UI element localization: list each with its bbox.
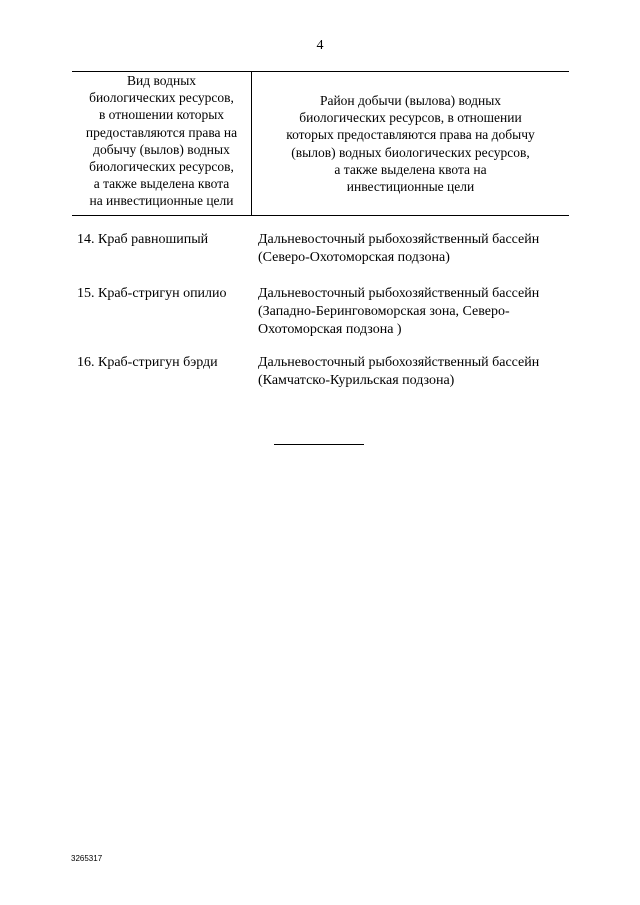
region-line: (Северо-Охотоморская подзона) xyxy=(258,250,450,265)
header-species-line: биологических ресурсов, xyxy=(89,90,234,106)
region-line: Дальневосточный рыбохозяйственный бассейн xyxy=(258,355,540,370)
header-region-line: которых предоставляются права на добычу xyxy=(286,127,535,143)
header-species-column xyxy=(72,72,251,210)
header-species-line: а также выделена квота xyxy=(93,176,230,192)
region-line: (Западно-Беринговоморская зона, Северо- xyxy=(258,304,510,319)
header-region-column xyxy=(252,92,569,195)
region-cell xyxy=(258,285,569,339)
region-line: Дальневосточный рыбохозяйственный бассейн xyxy=(258,286,540,301)
header-species-line: Вид водных xyxy=(126,73,197,88)
header-region-line: а также выделена квота на xyxy=(334,161,487,177)
region-line: Охотоморская подзона ) xyxy=(258,322,402,337)
species-cell: 16. Краб-стригун бэрди xyxy=(77,355,218,370)
species-cell: 15. Краб-стригун опилио xyxy=(77,286,227,301)
header-species-line: в отношении которых xyxy=(98,107,225,123)
header-region-line: Район добычи (вылова) водных xyxy=(319,93,502,108)
region-line: Дальневосточный рыбохозяйственный бассейн xyxy=(258,232,540,247)
page-number: 4 xyxy=(316,38,324,53)
header-region-line: инвестиционные цели xyxy=(346,179,475,195)
species-cell: 14. Краб равношипый xyxy=(77,232,209,247)
header-region-line: (вылов) водных биологических ресурсов, xyxy=(291,144,530,160)
region-cell xyxy=(258,231,569,267)
header-species-line: добычу (вылов) водных xyxy=(93,141,230,157)
region-line: (Камчатско-Курильская подзона) xyxy=(258,373,455,388)
table-header xyxy=(72,71,569,216)
header-region-line: биологических ресурсов, в отношении xyxy=(299,110,522,126)
end-of-document-rule xyxy=(274,444,364,445)
region-cell xyxy=(258,354,569,390)
header-species-line: биологических ресурсов, xyxy=(89,159,234,175)
header-species-line: предоставляются права на xyxy=(85,124,238,140)
header-species-line: на инвестиционные цели xyxy=(89,193,234,209)
document-code: 3265317 xyxy=(71,854,103,863)
